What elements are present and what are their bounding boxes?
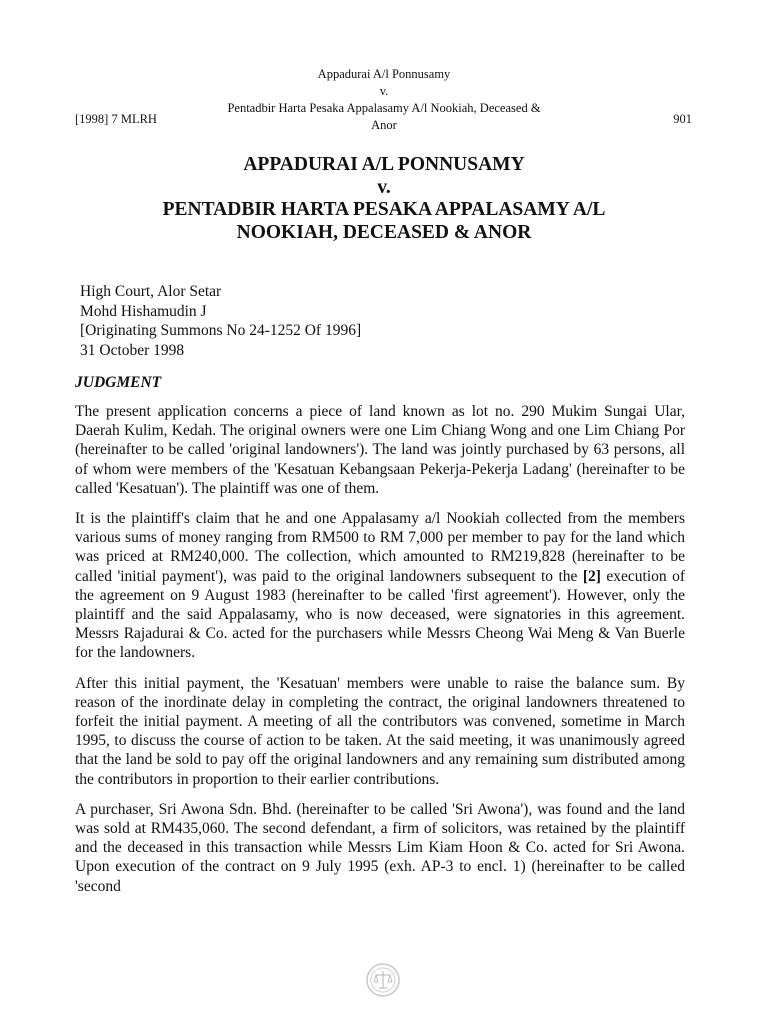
- header-versus: v.: [379, 84, 389, 98]
- title-versus: v.: [377, 176, 391, 198]
- case-title: [0, 154, 768, 244]
- case-number: [Originating Summons No 24-1252 Of 1996]: [80, 322, 362, 339]
- header-party-1: Appadurai A/l Ponnusamy: [317, 67, 451, 81]
- judgment-body: [75, 402, 685, 907]
- title-line-3: PENTADBIR HARTA PESAKA APPALASAMY A/L: [162, 199, 606, 220]
- case-meta: [80, 282, 361, 360]
- judge: Mohd Hishamudin J: [80, 302, 207, 320]
- header-party-2: Pentadbir Harta Pesaka Appalasamy A/l Nookiah, Deceased &: [227, 101, 541, 115]
- court: High Court, Alor Setar: [80, 283, 222, 300]
- paragraph-4: A purchaser, Sri Awona Sdn. Bhd. (hereinafter to be called 'Sri Awona'), was found and the land was sold at RM435,060. The second defendant, a firm of solicitors, was retained by the plaintiff and the deceased in this transaction while Messrs Lim Kiam Hoon & Co. acted for Sri Awona. Upon execution of the contract on 9 July 1995 (exh. AP-3 to encl. 1) (hereinafter to be called 'second: [75, 800, 685, 895]
- header-party-2-cont: Anor: [371, 118, 397, 132]
- court-seal-icon: [365, 962, 401, 998]
- paragraph-2: [75, 509, 685, 663]
- citation: [1998] 7 MLRH: [75, 112, 157, 126]
- title-line-1: APPADURAI A/L PONNUSAMY: [243, 154, 525, 175]
- paragraph-3: After this initial payment, the 'Kesatuan' members were unable to raise the balance sum. By reason of the inordinate delay in completing the contract, the original landowners threatened to forfeit the initial payment. A meeting of all the contributors was convened, sometime in March 1995, to discuss the course of action to be taken. At the said meeting, it was unanimously agreed that the land be sold to pay off the original landowners and any remaining sum distributed among the contributors in proportion to their earlier contributions.: [75, 674, 685, 788]
- paragraph-2-part-2: execution of the agreement on 9 August 1983 (hereinafter to be called 'first agreement'). However, only the plaintiff and the said Appalasamy, who is now deceased, were signatories in this agreement. Messrs Rajadurai & Co. acted for the purchasers while Messrs Cheong Wai Meng & Van Buerle for the landowners.: [75, 567, 685, 662]
- paragraph-2-part-1: It is the plaintiff's claim that he and one Appalasamy a/l Nookiah collected from the members various sums of money ranging from RM500 to RM 7,000 per member to pay for the land which was priced at RM240,000. The collection, which amounted to RM219,828 (hereinafter to be called 'initial payment'), was paid to the original landowners subsequent to the: [75, 510, 685, 585]
- judgment-heading: JUDGMENT: [75, 374, 162, 391]
- title-line-4: NOOKIAH, DECEASED & ANOR: [236, 221, 532, 243]
- page-marker: [2]: [582, 567, 601, 585]
- judgment-date: 31 October 1998: [80, 341, 185, 359]
- page-number: 901: [673, 112, 692, 126]
- paragraph-1: The present application concerns a piece of land known as lot no. 290 Mukim Sungai Ular, Daerah Kulim, Kedah. The original owners were one Lim Chiang Wong and one Lim Chiang Por (hereinafter to be called 'original landowners'). The land was jointly purchased by 63 persons, all of whom were members of the 'Kesatuan Kebangsaan Pekerja-Pekerja Ladang' (hereinafter to be called 'Kesatuan'). The plaintiff was one of them.: [75, 403, 685, 497]
